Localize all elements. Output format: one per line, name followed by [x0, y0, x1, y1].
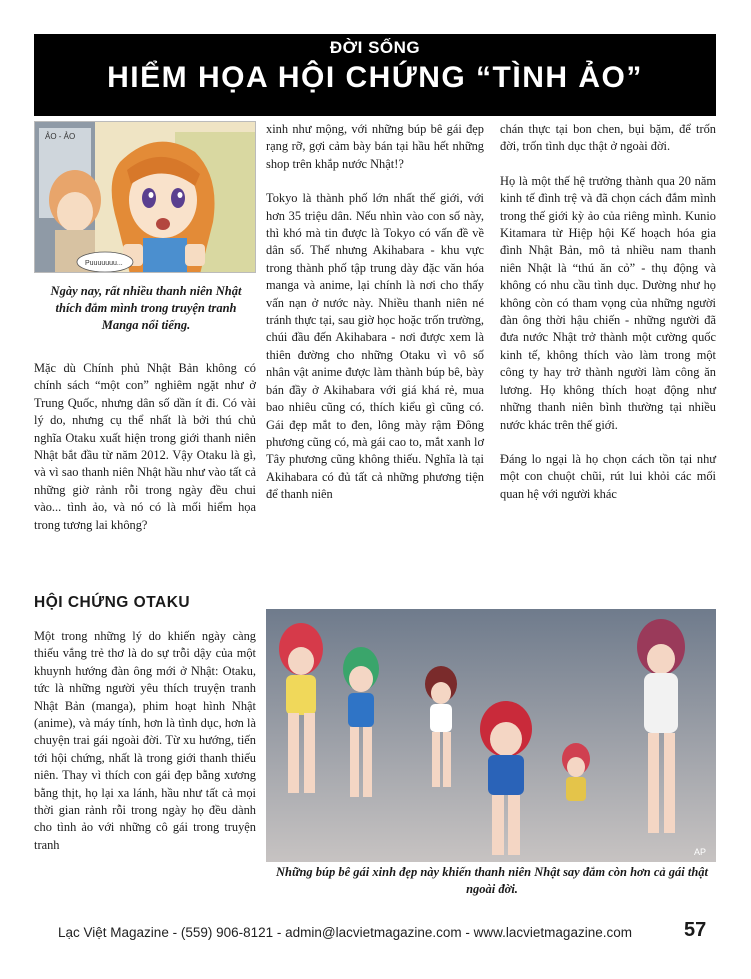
- page-footer: Lạc Việt Magazine - (559) 906-8121 - admin@lacvietmagazine.com - www.lacvietmagazine.com: [58, 925, 632, 940]
- dolls-caption: Những búp bê gái xinh đẹp này khiến thanh niên Nhật say đắm còn hơn cả gái thật ngoài đời.: [276, 865, 708, 896]
- section-kicker: ĐỜI SỐNG: [329, 38, 421, 57]
- photo-watermark: AP: [694, 847, 707, 857]
- column-3: [500, 121, 716, 520]
- paragraph: Một trong những lý do khiến ngày càng thiếu vắng trẻ thơ là do sự trỗi dậy của một khuynh hướng đàn ông mới ở Nhật: Otaku, tức là những người yêu thích truyện tranh Nhật Bản (manga), phim hoạt hình Nhật (anime), và máy tính, hơn là tình dục, hơn là chuyện trai gái ngoài đời. Từ xu hướng, tiến tới hội chứng, nhất là trong giới thanh thiếu niên. Thay vì thích con gái đẹp bằng xương bằng thịt, họ lại xa lánh, hầu như tất cả mọi thời gian rảnh rỗi trong ngày họ đều dành cho tình ảo với những cô gái trong truyện tranh: [34, 629, 256, 852]
- paragraph: chán thực tại bon chen, bụi bặm, để trốn đời, trốn tình dục thật ở ngoài đời.: [500, 122, 716, 154]
- manga-caption: Ngày nay, rất nhiều thanh niên Nhật thích đắm mình trong truyện tranh Manga nổi tiếng.: [50, 284, 242, 332]
- paragraph: Mặc dù Chính phủ Nhật Bản không có chính sách “một con” nghiêm ngặt như ở Trung Quốc, nhưng dân số dần ít đi. Có vài lý do, nhưng cụ thể nhất là bởi thú chủ nghĩa Otaku xuất hiện trong giới thanh niên Nhật bắt đầu từ năm 2012. Vậy Otaku là gì, và vì sao thanh niên Nhật hầu như vào tất cả những giờ rảnh rỗi trong ngày đều chui vào... tình ảo, và nó có là mối hiểm họa trong tương lai không?: [34, 361, 256, 532]
- paragraph: Tokyo là thành phố lớn nhất thế giới, với hơn 35 triệu dân. Nếu nhìn vào con số này, thì khó mà tin được là Tokyo có vấn đề về dân số. Thế nhưng Akihabara - khu vực trong thành phố tập trung dày đặc văn hóa manga và anime, lại chính là nơi cho thấy vấn nạn ở nước này. Nhiều thanh niên né tránh thực tại, sau giờ học hoặc trốn trường, chúi đầu đến Akihabara - nơi được xem là thiên đường cho những Otaku vì vô số nhân vật anime được làm thành búp bê, bày bán đầy ở Akihabara với giá khá rẻ, mua bao nhiêu cũng có, thích kiểu gì cũng có. Gái đẹp mắt to đen, lông mày rậm Đông phương cũng có, mà gái cao to, mắt xanh lơ Tây phương cũng không thiếu. Nghĩa là tại Akihabara có đủ tất cả những phương tiện để thanh niên: [266, 191, 484, 502]
- section-subheading: HỘI CHỨNG OTAKU: [34, 594, 191, 611]
- paragraph: Đáng lo ngại là họ chọn cách tồn tại như một con chuột chũi, rút lui khỏi các mối quan hệ với người khác: [500, 451, 716, 501]
- dolls-photo-graphic: [266, 609, 716, 862]
- manga-illustration: [34, 121, 256, 273]
- page-header: [34, 34, 716, 116]
- paragraph: Họ là một thế hệ trưởng thành qua 20 năm kinh tế đình trệ và đã chọn cách đắm mình trong thế giới kỳ ảo của riêng mình. Kunio Kitamara từ Hiệp hội Kế hoạch hóa gia đình Nhật Bản, mô tả nhiều nam thanh niên Nhật là “thú ăn cỏ” - thụ động và không có nhu cầu tình dục. Dường như họ không còn có tham vọng của những người đàn ông thời hậu chiến - những người đã đưa nước Nhật trở thành một cường quốc kinh tế, không thích vào làm trong một công ty hay trở thành người làm công ăn lương. Họ không thích hoạt động như những thanh niên bình thường tại nhiều nước khác trên thế giới.: [500, 173, 716, 432]
- article-title: HIỂM HỌA HỘI CHỨNG “TÌNH ẢO”: [107, 61, 643, 94]
- column-2: [266, 121, 484, 521]
- column-1-intro: [34, 360, 256, 551]
- speech-bubble-text: Puuuuuuu...: [85, 260, 123, 267]
- column-1-body: [34, 628, 256, 871]
- manga-top-text: ẢO - ẢO: [45, 132, 76, 141]
- paragraph: xinh như mộng, với những búp bê gái đẹp rạng rỡ, gợi cảm bày bán tại hầu hết những shop trên khắp nước Nhật!?: [266, 122, 484, 171]
- dolls-photo: [266, 609, 716, 862]
- page-number: 57: [684, 919, 707, 941]
- manga-illustration-graphic: [35, 122, 256, 273]
